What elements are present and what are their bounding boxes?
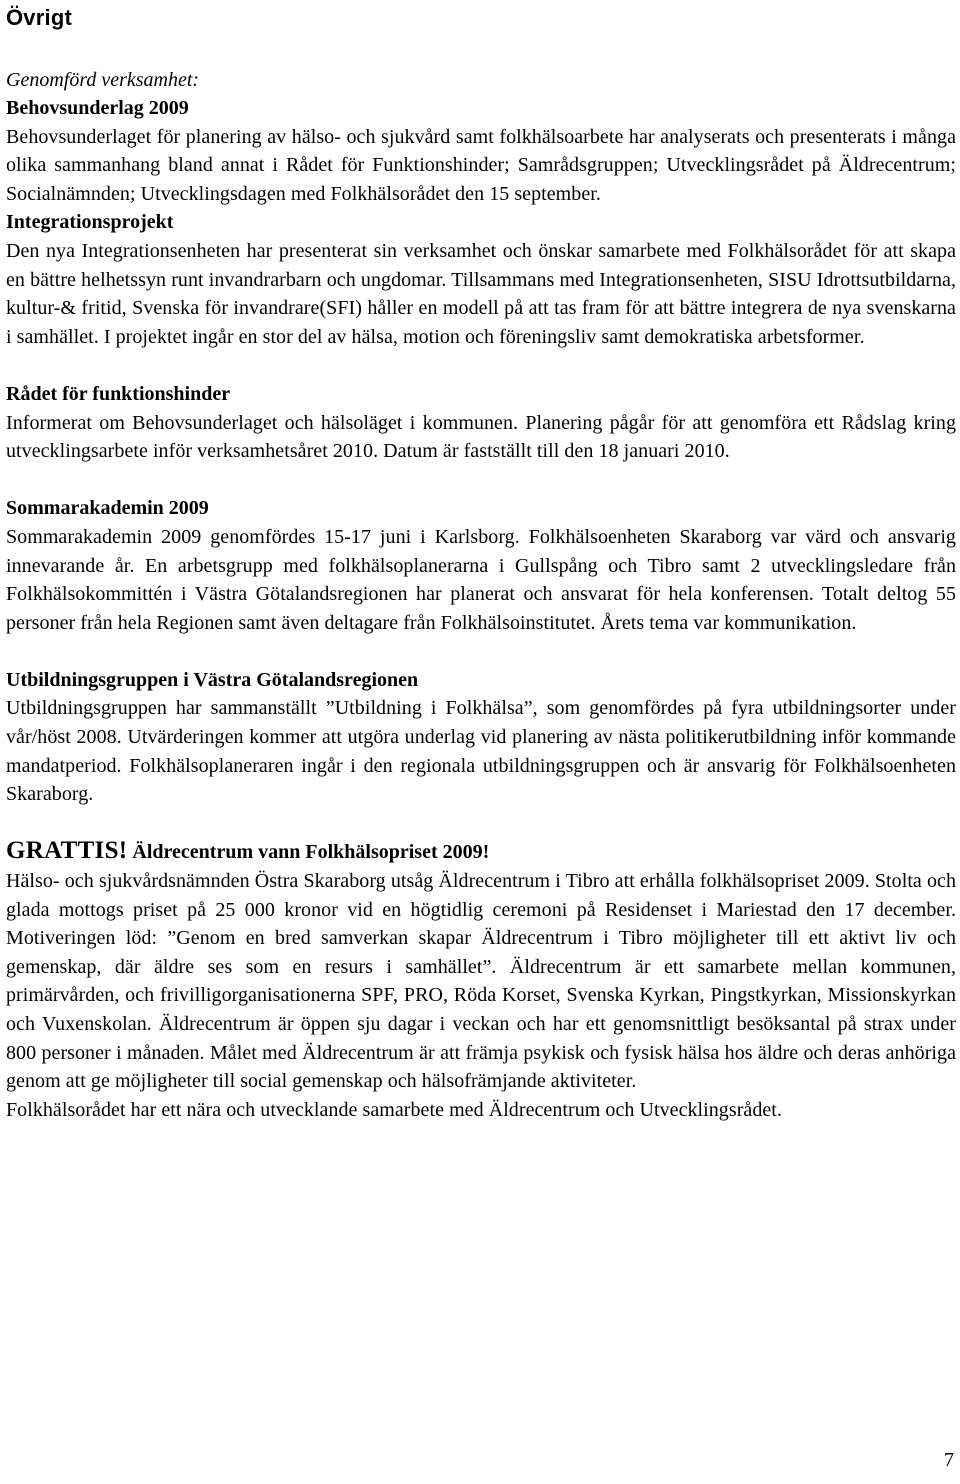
section-paragraph: Hälso- och sjukvårdsnämnden Östra Skaraborg utsåg Äldrecentrum i Tibro att erhålla folkhälsopriset 2009. Stolta och glada mottogs priset på 25 000 kronor vid en högtidlig ceremoni på Residenset i Mariestad den 17 december. Motiveringen löd: ”Genom en bred samverkan skapar Äldrecentrum i Tibro möjligheter till ett aktivt liv och gemenskap, där äldre ses som en resurs i samhället”. Äldrecentrum är ett samarbete mellan kommunen, primärvården, och frivilligorganisationerna SPF, PRO, Röda Korset, Svenska Kyrkan, Pingstkyrkan, Missionskyrkan och Vuxenskolan. Äldrecentrum är öppen sju dagar i veckan och har ett genomsnittligt besöksantal på strax under 800 personer i månaden. Målet med Äldrecentrum är att främja psykisk och fysisk hälsa hos äldre och deras anhöriga genom att ge möjligheter till social gemenskap och hälsofrämjande aktiviteter. — [6, 870, 956, 1093]
section-paragraph: Sommarakademin 2009 genomfördes 15-17 juni i Karlsborg. Folkhälsoenheten Skaraborg var värd och ansvarig innevarande år. En arbetsgrupp med folkhälsoplanerarna i Gullspång och Tibro samt 2 utvecklingsledare från Folkhälsokommittén i Västra Götalandsregionen har planerat och ansvarat för hela konferensen. Totalt deltog 55 personer från hela Regionen samt även deltagare från Folkhälsoinstitutet. Årets tema var kommunikation. — [6, 525, 956, 634]
section-title — [6, 837, 956, 867]
section-paragraph: Den nya Integrationsenheten har presenterat sin verksamhet och önskar samarbete med Folkhälsorådet för att skapa en bättre helhetssyn runt invandrarbarn och ungdomar. Tillsammans med Integrationsenheten, SISU Idrottsutbildarna, kultur-& fritid, Svenska för invandrare(SFI) håller en modell på att tas fram för att bättre integrera de nya svenskarna i samhället. I projektet ingår en stor del av hälsa, motion och föreningsliv samt demokratiska arbetsformer. — [6, 239, 956, 348]
section-title: Behovsunderlag 2009 — [6, 97, 189, 119]
gratis-exclaim: GRATTIS! — [6, 837, 128, 865]
section-sommarakademin — [6, 494, 956, 637]
section-title: Integrationsprojekt — [6, 211, 174, 234]
section-title: Utbildningsgruppen i Västra Götalandsregionen — [6, 668, 419, 691]
section-paragraph: Utbildningsgruppen har sammanställt ”Utbildning i Folkhälsa”, som genomfördes på fyra utbildningsorter under vår/höst 2008. Utvärderingen kommer att utgöra underlag vid planering av nästa politikerutbildning inför kommande mandatperiod. Folkhälsoplaneraren ingår i den regionala utbildningsgruppen och är ansvarig för Folkhälsoenheten Skaraborg. — [6, 697, 956, 806]
section-paragraph: Folkhälsorådet har ett nära och utvecklande samarbete med Äldrecentrum och Utvecklingsrådet. — [6, 1098, 782, 1121]
section-integrationsprojekt — [6, 208, 956, 351]
page-heading: Övrigt — [6, 5, 72, 30]
page-number: 7 — [944, 1449, 954, 1471]
section-paragraph: Informerat om Behovsunderlaget och hälsoläget i kommunen. Planering pågår för att genomföra ett Rådslag kring utvecklingsarbete inför verksamhetsåret 2010. Datum är fastställt till den 18 januari 2010. — [6, 411, 956, 463]
section-radet-for-funktionshinder — [6, 380, 956, 466]
section-gratis — [6, 837, 956, 1124]
section-behovsunderlag — [6, 94, 956, 208]
section-utbildningsgruppen — [6, 666, 956, 809]
section-title: Rådet för funktionshinder — [6, 382, 231, 405]
intro-label: Genomförd verksamhet: — [6, 69, 200, 91]
section-title: Sommarakademin 2009 — [6, 497, 209, 520]
section-paragraph: Behovsunderlaget för planering av hälso- och sjukvård samt folkhälsoarbete har analyserats och presenterats i många olika sammanhang bland annat i Rådet för Funktionshinder; Samrådsgruppen; Utvecklingsrådet på Äldrecentrum; Socialnämnden; Utvecklingsdagen med Folkhälsorådet den 15 september. — [6, 125, 956, 205]
document-page — [6, 0, 956, 1124]
gratis-title-rest: Äldrecentrum vann Folkhälsopriset 2009! — [127, 841, 490, 864]
